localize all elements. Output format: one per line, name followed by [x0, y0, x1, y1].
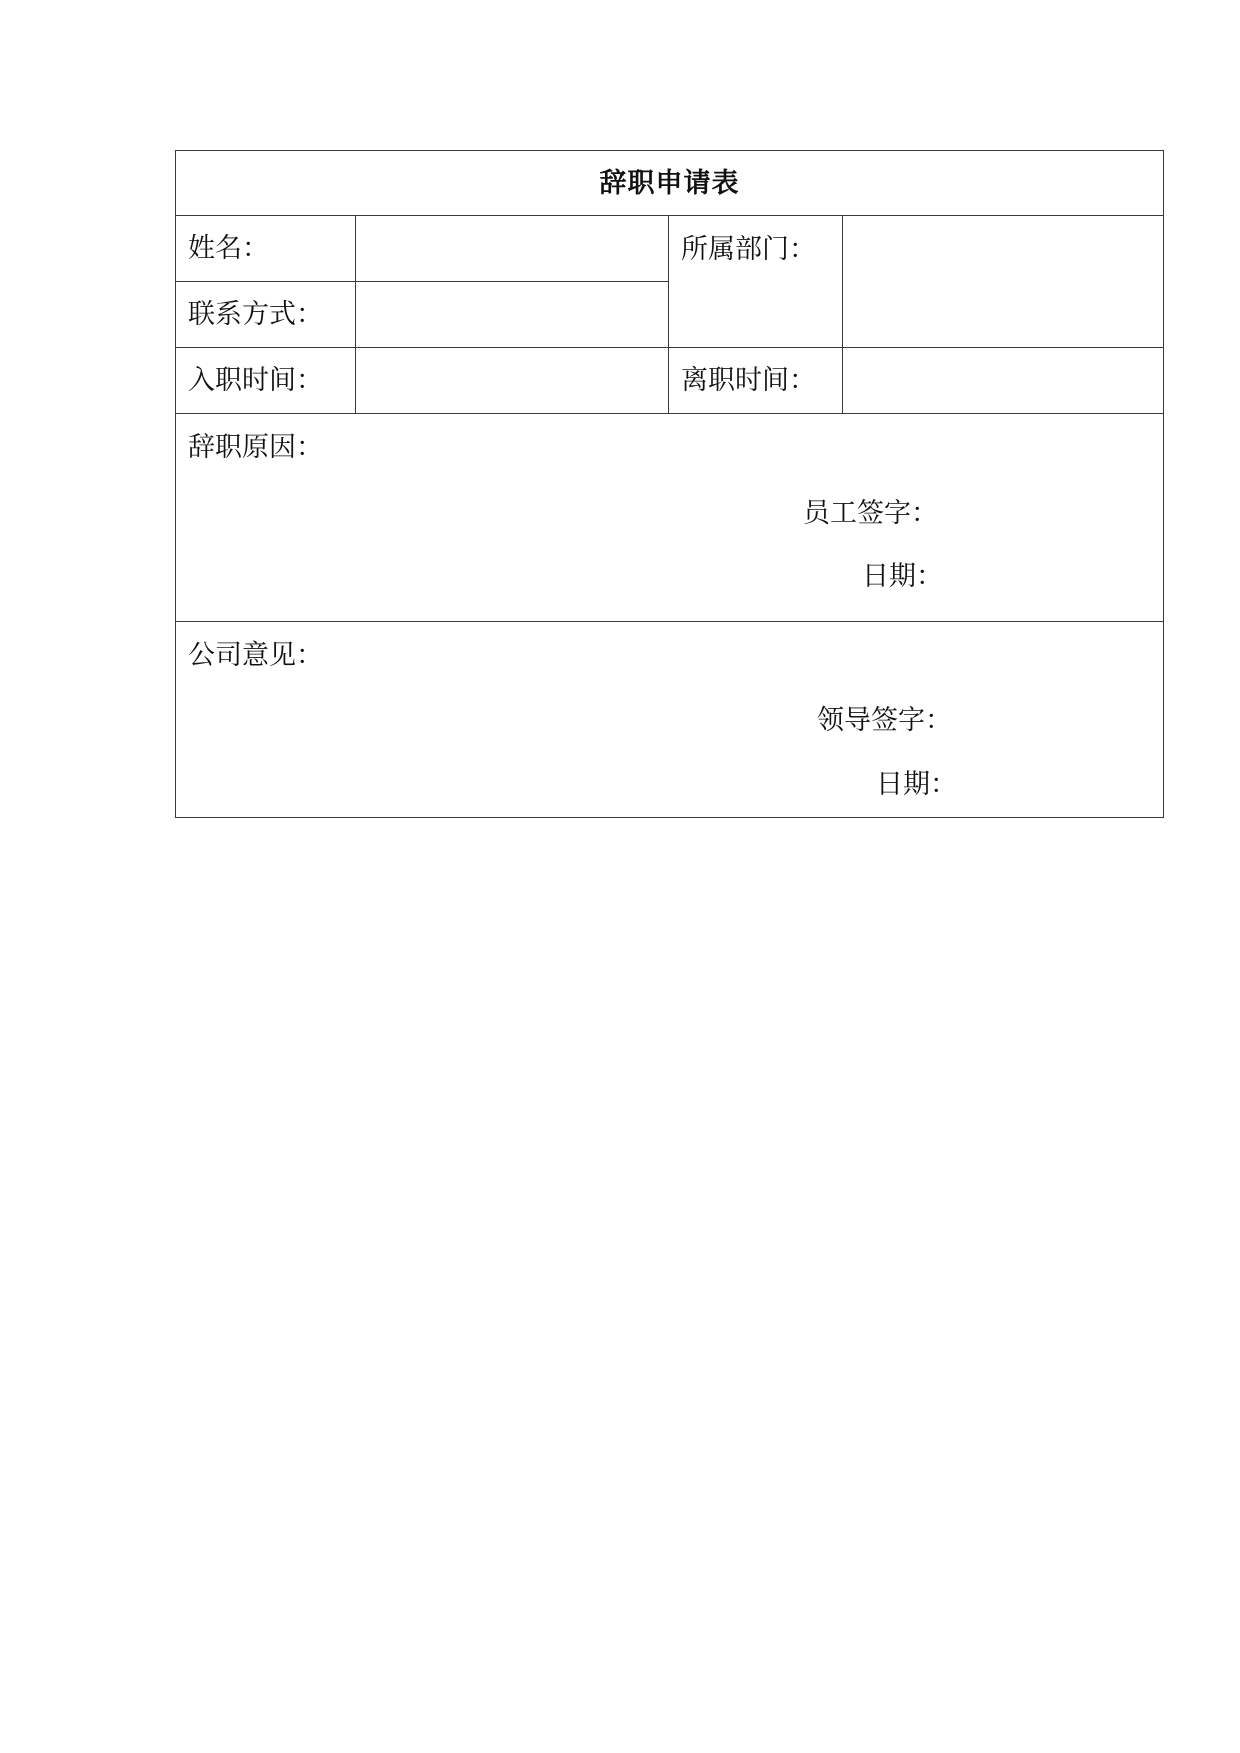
contact-field[interactable]	[356, 282, 669, 348]
leader-signature-label: 领导签字：	[817, 705, 952, 736]
name-field[interactable]	[356, 216, 669, 282]
contact-label: 联系方式：	[176, 282, 356, 348]
opinion-label: 公司意见：	[188, 640, 323, 671]
reason-label: 辞职原因：	[188, 432, 323, 463]
name-label: 姓名：	[176, 216, 356, 282]
resignation-reason-area[interactable]	[176, 414, 1164, 622]
leave-date-label: 离职时间：	[669, 348, 843, 414]
department-field[interactable]	[843, 216, 1164, 348]
resignation-form-table	[175, 150, 1164, 818]
form-title: 辞职申请表	[176, 151, 1164, 216]
entry-date-label: 入职时间：	[176, 348, 356, 414]
leave-date-field[interactable]	[843, 348, 1164, 414]
entry-date-field[interactable]	[356, 348, 669, 414]
company-opinion-area[interactable]	[176, 622, 1164, 818]
employee-date-label: 日期：	[862, 561, 943, 592]
department-label: 所属部门：	[669, 216, 843, 348]
leader-date-label: 日期：	[876, 769, 957, 800]
employee-signature-label: 员工签字：	[803, 498, 938, 529]
